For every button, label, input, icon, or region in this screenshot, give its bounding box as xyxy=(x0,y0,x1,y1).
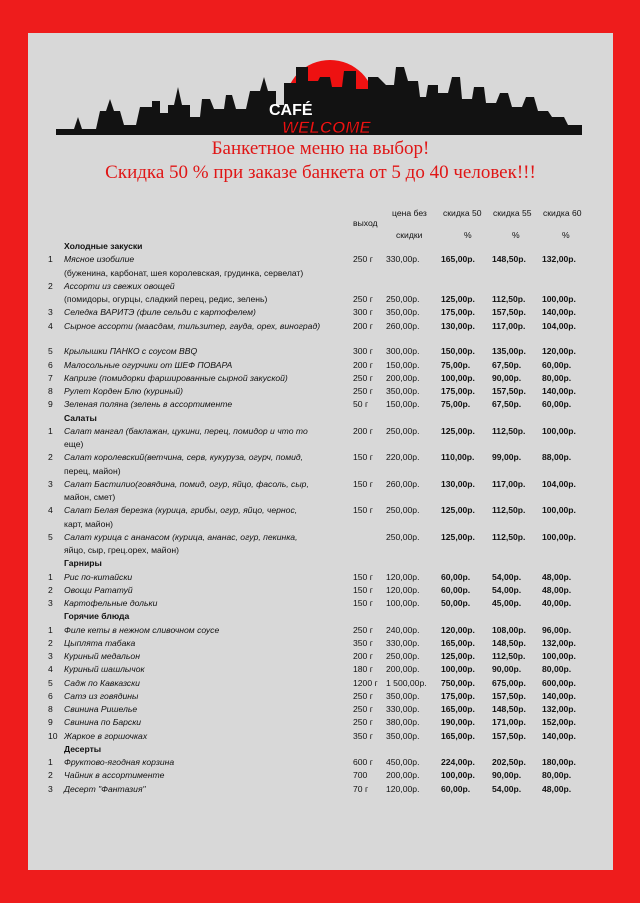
item-price-discount-60: 48,00р. xyxy=(542,571,572,582)
item-number: 2 xyxy=(48,770,53,781)
item-price-discount-60: 132,00р. xyxy=(542,637,576,648)
item-price-discount-60: 104,00р. xyxy=(542,478,576,489)
item-portion: 200 г xyxy=(353,425,373,436)
item-number: 8 xyxy=(48,704,53,715)
item-number: 2 xyxy=(48,452,53,463)
item-number: 7 xyxy=(48,372,53,383)
item-name: Салат Бастилио(говядина, помид, огур, яйцо, фасоль, сыр, xyxy=(64,478,309,489)
item-price-discount-50: 60,00р. xyxy=(441,571,471,582)
item-portion: 350 г xyxy=(353,637,373,648)
category-title: Десерты xyxy=(64,743,102,754)
item-price-discount-50: 50,00р. xyxy=(441,598,471,609)
item-price-discount-50: 110,00р. xyxy=(441,452,475,463)
item-portion: 250 г xyxy=(353,372,373,383)
item-name: Зеленая поляна (зелень в ассортименте xyxy=(64,399,233,410)
item-price-discount-55: 157,50р. xyxy=(492,690,526,701)
item-price-discount-60: 140,00р. xyxy=(542,690,576,701)
item-description: перец, майон) xyxy=(64,465,121,476)
column-header-discount-50: скидка 50 xyxy=(443,208,482,218)
item-price-discount-55: 99,00р. xyxy=(492,452,522,463)
item-price-discount-55: 675,00р. xyxy=(492,677,526,688)
item-price: 250,00р. xyxy=(386,294,420,304)
headline-title: Банкетное меню на выбор! xyxy=(211,138,430,159)
item-price-discount-55: 112,50р. xyxy=(492,531,526,542)
item-name: Филе кеты в нежном сливочном соусе xyxy=(64,624,220,635)
item-number: 1 xyxy=(48,571,53,582)
item-price-discount-60: 80,00р. xyxy=(542,664,572,675)
item-price-discount-55: 157,50р. xyxy=(492,307,526,318)
item-name: Салат Белая березка (курица, грибы, огур, яйцо, чернос, xyxy=(64,505,298,516)
item-price-discount-60: 40,00р. xyxy=(542,598,572,609)
item-price-discount-55: 202,50р. xyxy=(492,757,526,768)
item-price-discount-60: 48,00р. xyxy=(542,584,572,595)
item-price-discount-60: 132,00р. xyxy=(542,254,576,265)
item-name: Селедка ВАРИТЭ (филе сельди с картофелем) xyxy=(64,307,256,318)
item-price: 120,00р. xyxy=(386,783,420,794)
item-number: 3 xyxy=(48,598,53,609)
item-price-discount-50: 165,00р. xyxy=(441,254,475,265)
item-portion: 200 г xyxy=(353,359,373,370)
item-name: Цыплята табака xyxy=(64,637,136,648)
item-price-discount-50: 150,00р. xyxy=(441,346,475,357)
item-price-discount-55: 157,50р. xyxy=(492,730,526,741)
item-price-discount-55: 67,50р. xyxy=(492,359,522,370)
item-number: 2 xyxy=(48,637,53,648)
category-title: Гарниры xyxy=(64,558,102,569)
item-price: 350,00р. xyxy=(386,730,420,741)
item-price-discount-55: 112,50р. xyxy=(492,651,526,662)
item-portion: 350 г xyxy=(353,730,373,741)
item-name: Капризе (помидорки фаршированные сырной закуской) xyxy=(64,372,288,383)
item-price-discount-60: 100,00р. xyxy=(542,651,576,662)
item-price-discount-60: 60,00р. xyxy=(542,359,572,370)
item-number: 1 xyxy=(48,425,53,436)
city-skyline-logo xyxy=(56,47,582,135)
item-price-discount-50: 125,00р. xyxy=(441,505,475,516)
column-header-percent-55: % xyxy=(512,230,520,240)
item-price-discount-55: 148,50р. xyxy=(492,254,526,265)
item-price-discount-50: 120,00р. xyxy=(441,624,475,635)
item-price-discount-55: 54,00р. xyxy=(492,783,522,794)
item-price: 260,00р. xyxy=(386,478,420,489)
menu-sheet xyxy=(28,33,613,870)
item-portion: 200 г xyxy=(353,651,373,662)
item-price: 350,00р. xyxy=(386,690,420,701)
item-price-discount-50: 125,00р. xyxy=(441,651,475,662)
item-price-discount-50: 175,00р. xyxy=(441,690,475,701)
item-price: 330,00р. xyxy=(386,254,420,265)
item-number: 4 xyxy=(48,505,53,516)
item-price: 150,00р. xyxy=(386,359,420,370)
item-name: Салат мангал (баклажан, цукини, перец, помидор и что то xyxy=(64,425,308,436)
item-name: Куриный медальон xyxy=(64,651,140,662)
item-price: 250,00р. xyxy=(386,505,420,516)
item-price-discount-55: 112,50р. xyxy=(492,294,526,304)
item-portion: 250 г xyxy=(353,386,373,397)
item-price: 220,00р. xyxy=(386,452,420,463)
item-name: Салат королевский(ветчина, серв, кукуруза, огурч, помид, xyxy=(64,452,304,463)
item-price-discount-60: 80,00р. xyxy=(542,770,572,781)
item-price-discount-60: 88,00р. xyxy=(542,452,572,463)
item-portion: 250 г xyxy=(353,254,373,265)
item-portion: 300 г xyxy=(353,346,373,357)
item-price-discount-50: 130,00р. xyxy=(441,478,475,489)
item-price-discount-50: 224,00р. xyxy=(441,757,475,768)
item-price: 380,00р. xyxy=(386,717,420,728)
item-price-discount-55: 90,00р. xyxy=(492,770,522,781)
column-header-out: выход xyxy=(353,218,378,228)
column-header-discount-55: скидка 55 xyxy=(493,208,532,218)
item-number: 4 xyxy=(48,664,53,675)
item-price-discount-55: 157,50р. xyxy=(492,386,526,397)
item-portion: 600 г xyxy=(353,757,373,768)
item-price: 350,00р. xyxy=(386,307,420,318)
item-price: 330,00р. xyxy=(386,637,420,648)
column-header-percent-50: % xyxy=(464,230,472,240)
item-price: 200,00р. xyxy=(386,372,420,383)
item-price-discount-60: 48,00р. xyxy=(542,783,572,794)
item-name: Овощи Рататуй xyxy=(64,584,133,595)
item-number: 9 xyxy=(48,717,53,728)
item-number: 5 xyxy=(48,346,53,357)
item-number: 5 xyxy=(48,677,53,688)
item-price-discount-60: 180,00р. xyxy=(542,757,576,768)
item-price: 260,00р. xyxy=(386,320,420,331)
item-portion: 50 г xyxy=(353,399,369,410)
item-price-discount-60: 100,00р. xyxy=(542,505,576,516)
item-price-discount-55: 148,50р. xyxy=(492,704,526,715)
item-portion: 250 г xyxy=(353,624,373,635)
item-number: 3 xyxy=(48,651,53,662)
item-price-discount-55: 45,00р. xyxy=(492,598,522,609)
item-price-discount-50: 100,00р. xyxy=(441,372,475,383)
item-price: 100,00р. xyxy=(386,598,420,609)
item-price-discount-60: 152,00р. xyxy=(542,717,576,728)
item-name: Фруктово-ягодная корзина xyxy=(64,757,175,768)
item-price-discount-50: 100,00р. xyxy=(441,770,475,781)
item-price-discount-60: 120,00р. xyxy=(542,346,576,357)
item-name: Картофельные дольки xyxy=(64,598,158,609)
column-header-price: цена без xyxy=(392,208,427,218)
item-price-discount-60: 104,00р. xyxy=(542,320,576,331)
logo-welcome-text: WELCOME xyxy=(282,118,371,135)
item-portion: 250 г xyxy=(353,717,373,728)
item-price-discount-50: 125,00р. xyxy=(441,294,475,304)
item-portion: 150 г xyxy=(353,478,373,489)
item-price: 240,00р. xyxy=(386,624,420,635)
item-name: Мясное изобилие xyxy=(64,254,135,265)
item-name: Салат курица с ананасом (курица, ананас, огур, пекинка, xyxy=(64,531,298,542)
item-price-discount-60: 100,00р. xyxy=(542,425,576,436)
category-title: Горячие блюда xyxy=(64,611,130,622)
item-price-discount-50: 125,00р. xyxy=(441,425,475,436)
item-price-discount-50: 100,00р. xyxy=(441,664,475,675)
item-portion: 70 г xyxy=(353,783,369,794)
item-number: 2 xyxy=(48,280,53,291)
item-number: 4 xyxy=(48,320,53,331)
item-number: 6 xyxy=(48,690,53,701)
item-price-discount-55: 108,00р. xyxy=(492,624,526,635)
item-number: 8 xyxy=(48,386,53,397)
item-name: Свинина Ришелье xyxy=(64,704,138,715)
item-portion: 200 г xyxy=(353,320,373,331)
item-price-discount-55: 117,00р. xyxy=(492,478,526,489)
item-name: Свинина по Барски xyxy=(64,717,142,728)
item-price: 200,00р. xyxy=(386,664,420,675)
item-portion: 150 г xyxy=(353,452,373,463)
item-price: 120,00р. xyxy=(386,584,420,595)
headline-discount: Скидка 50 % при заказе банкета от 5 до 40 человек!!! xyxy=(105,162,536,183)
item-number: 1 xyxy=(48,254,53,265)
item-price-discount-50: 175,00р. xyxy=(441,386,475,397)
item-price: 250,00р. xyxy=(386,425,420,436)
item-description: (буженина, карбонат, шея королевская, грудинка, сервелат) xyxy=(64,267,304,278)
item-price: 200,00р. xyxy=(386,770,420,781)
item-name: Жаркое в горшочках xyxy=(64,730,148,741)
item-portion: 700 xyxy=(353,770,368,781)
item-price-discount-60: 132,00р. xyxy=(542,704,576,715)
item-price-discount-60: 60,00р. xyxy=(542,399,572,410)
item-number: 2 xyxy=(48,584,53,595)
item-price: 120,00р. xyxy=(386,571,420,582)
item-price-discount-60: 100,00р. xyxy=(542,294,576,304)
item-price-discount-50: 60,00р. xyxy=(441,783,471,794)
item-number: 9 xyxy=(48,399,53,410)
item-description: яйцо, сыр, грец.орех, майон) xyxy=(64,545,179,556)
item-price-discount-60: 600,00р. xyxy=(542,677,576,688)
item-portion: 180 г xyxy=(353,664,373,675)
item-description: карт, майон) xyxy=(64,518,113,529)
item-name: Сырное ассорти (маасдам, тильзитер, гауда, орех, виноград) xyxy=(64,320,321,331)
item-portion: 250 г xyxy=(353,690,373,701)
item-price-discount-50: 130,00р. xyxy=(441,320,475,331)
item-portion: 250 г xyxy=(353,704,373,715)
item-number: 3 xyxy=(48,478,53,489)
item-price-discount-50: 75,00р. xyxy=(441,359,471,370)
item-price-discount-60: 80,00р. xyxy=(542,372,572,383)
item-number: 6 xyxy=(48,359,53,370)
item-price-discount-50: 165,00р. xyxy=(441,637,475,648)
item-price: 250,00р. xyxy=(386,651,420,662)
item-price-discount-50: 175,00р. xyxy=(441,307,475,318)
item-price-discount-50: 125,00р. xyxy=(441,531,475,542)
item-number: 3 xyxy=(48,783,53,794)
item-price: 450,00р. xyxy=(386,757,420,768)
item-price-discount-60: 96,00р. xyxy=(542,624,572,635)
item-portion: 150 г xyxy=(353,505,373,516)
item-description: майон, смет) xyxy=(64,492,116,503)
item-price-discount-55: 90,00р. xyxy=(492,372,522,383)
item-name: Сатэ из говядины xyxy=(64,690,139,701)
item-name: Рулет Корден Блю (куриный) xyxy=(64,386,184,397)
item-portion: 150 г xyxy=(353,571,373,582)
item-description: еще) xyxy=(64,439,84,450)
item-price: 250,00р. xyxy=(386,531,420,542)
item-portion: 150 г xyxy=(353,598,373,609)
item-price-discount-50: 190,00р. xyxy=(441,717,475,728)
item-price-discount-55: 171,00р. xyxy=(492,717,526,728)
item-price-discount-55: 67,50р. xyxy=(492,399,522,410)
column-header-discount-60: скидка 60 xyxy=(543,208,582,218)
item-price: 350,00р. xyxy=(386,386,420,397)
item-price-discount-55: 117,00р. xyxy=(492,320,526,331)
item-number: 3 xyxy=(48,307,53,318)
item-price-discount-60: 100,00р. xyxy=(542,531,576,542)
item-number: 5 xyxy=(48,531,53,542)
item-name: Садж по Кавказски xyxy=(64,677,140,688)
item-price-discount-55: 148,50р. xyxy=(492,637,526,648)
item-price-discount-55: 54,00р. xyxy=(492,584,522,595)
item-name: Ассорти из свежих овощей xyxy=(64,280,175,291)
item-price-discount-50: 60,00р. xyxy=(441,584,471,595)
item-portion: 250 г xyxy=(353,294,373,304)
item-price-discount-55: 90,00р. xyxy=(492,664,522,675)
item-name: Чайник в ассортименте xyxy=(64,770,165,781)
item-number: 1 xyxy=(48,624,53,635)
item-number: 10 xyxy=(48,730,58,741)
item-name: Десерт "Фантазия" xyxy=(64,783,146,794)
item-portion: 150 г xyxy=(353,584,373,595)
item-price: 300,00р. xyxy=(386,346,420,357)
item-price: 330,00р. xyxy=(386,704,420,715)
category-title: Холодные закуски xyxy=(64,241,143,251)
item-portion: 1200 г xyxy=(353,677,378,688)
item-name: Куриный шашлычок xyxy=(64,664,145,675)
item-name: Рис по-китайски xyxy=(64,571,133,582)
item-price-discount-55: 135,00р. xyxy=(492,346,526,357)
item-price-discount-60: 140,00р. xyxy=(542,307,576,318)
item-price-discount-50: 75,00р. xyxy=(441,399,471,410)
item-price-discount-55: 112,50р. xyxy=(492,505,526,516)
item-name: Малосольные огурчики от ШЕФ ПОВАРА xyxy=(64,359,233,370)
column-header-price-sub: скидки xyxy=(396,230,423,240)
item-portion: 300 г xyxy=(353,307,373,318)
item-price-discount-55: 112,50р. xyxy=(492,425,526,436)
item-number: 1 xyxy=(48,757,53,768)
item-price: 150,00р. xyxy=(386,399,420,410)
item-description: (помидоры, огурцы, сладкий перец, редис, зелень) xyxy=(64,294,268,304)
item-price-discount-55: 54,00р. xyxy=(492,571,522,582)
category-title: Салаты xyxy=(64,412,97,423)
item-price-discount-50: 165,00р. xyxy=(441,704,475,715)
logo-cafe-text: CAFÉ xyxy=(269,102,313,119)
item-name: Крылышки ПАНКО с соусом BBQ xyxy=(64,346,198,357)
item-price-discount-50: 750,00р. xyxy=(441,677,475,688)
item-price: 1 500,00р. xyxy=(386,677,427,688)
item-price-discount-60: 140,00р. xyxy=(542,386,576,397)
item-price-discount-50: 165,00р. xyxy=(441,730,475,741)
column-header-percent-60: % xyxy=(562,230,570,240)
item-price-discount-60: 140,00р. xyxy=(542,730,576,741)
